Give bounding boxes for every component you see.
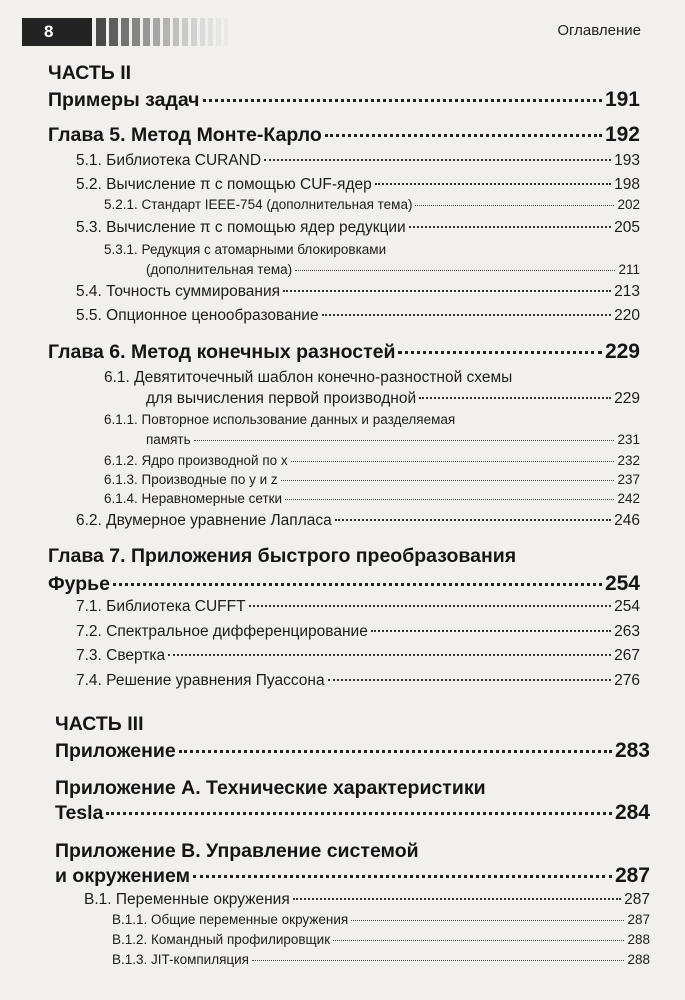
toc-entry-page: 288	[627, 952, 650, 967]
toc-entry-title: 5.1. Библиотека CURAND	[76, 152, 262, 169]
toc-entry-title: Глава 6. Метод конечных разностей	[48, 341, 396, 363]
toc-entry-page: 211	[618, 262, 640, 277]
toc-entry-page: 287	[627, 912, 650, 927]
toc-entry-title: 7.3. Свертка	[76, 647, 166, 664]
part-heading: ЧАСТЬ III	[55, 713, 144, 735]
leader-dots	[371, 630, 611, 632]
leader-dots	[168, 654, 611, 656]
toc-entry-page: 287	[614, 864, 650, 887]
toc-entry-title: память	[146, 432, 191, 447]
toc-entry-page: 237	[617, 472, 640, 487]
leader-dots	[281, 480, 615, 481]
toc-entry	[76, 623, 640, 641]
toc-entry-title: В.1.3. JIT-компиляция	[112, 952, 249, 967]
toc-entry	[76, 307, 640, 325]
toc-entry	[104, 453, 640, 468]
leader-dots	[322, 314, 612, 316]
page-number: 8	[22, 18, 92, 46]
toc-entry	[112, 952, 650, 967]
toc-entry-page: 213	[614, 283, 640, 300]
toc-entry	[104, 472, 640, 487]
toc-entry-page: 267	[614, 647, 640, 664]
toc-entry-title: 6.2. Двумерное уравнение Лапласа	[76, 512, 332, 529]
leader-dots	[193, 875, 612, 878]
toc-entry-title: 5.2.1. Стандарт IEEE-754 (дополнительная тема)	[104, 197, 413, 212]
toc-entry-page: 231	[617, 432, 640, 447]
leader-dots	[375, 183, 611, 185]
leader-dots	[179, 750, 612, 753]
toc-entry-title: 5.2. Вычисление π с помощью CUF-ядер	[76, 176, 372, 193]
leader-dots	[333, 940, 624, 941]
toc-entry-title: В.1.2. Командный профилировщик	[112, 932, 331, 947]
toc-entry	[55, 801, 650, 825]
toc-entry-title: 7.1. Библиотека CUFFT	[76, 598, 246, 615]
leader-dots	[291, 461, 615, 462]
toc-entry	[76, 512, 640, 530]
toc-entry-page: 283	[614, 739, 650, 762]
toc-entry	[76, 152, 640, 170]
toc-entry-page: 287	[624, 891, 650, 908]
leader-dots	[409, 226, 611, 228]
toc-entry	[76, 647, 640, 665]
toc-entry-title: Приложение	[55, 740, 176, 762]
toc-entry-title: 6.1.1. Повторное использование данных и разделяемая	[104, 412, 456, 427]
toc-entry-title: В.1. Переменные окружения	[84, 891, 290, 908]
toc-entry	[76, 283, 640, 301]
toc-entry-page: 263	[614, 623, 640, 640]
toc-entry	[55, 739, 650, 763]
toc-entry	[48, 123, 640, 147]
toc-entry-page: 192	[604, 123, 640, 146]
toc-entry-title: 6.1. Девятиточечный шаблон конечно-разностной схемы	[104, 369, 513, 386]
toc-entry-title: 5.3.1. Редукция с атомарными блокировками	[104, 242, 387, 257]
toc-entry-title: 6.1.2. Ядро производной по x	[104, 453, 288, 468]
toc-entry	[146, 262, 640, 277]
toc-entry-page: 288	[627, 932, 650, 947]
toc-entry	[48, 572, 640, 596]
leader-dots	[252, 960, 624, 961]
toc-entry	[146, 390, 640, 408]
leader-dots	[419, 397, 611, 399]
toc-entry	[146, 432, 640, 447]
leader-dots	[328, 679, 612, 681]
toc-entry-page: 220	[614, 307, 640, 324]
leader-dots	[295, 270, 615, 271]
toc-entry-page: 198	[614, 176, 640, 193]
toc-entry	[48, 88, 640, 112]
toc-entry-page: 254	[604, 572, 640, 595]
toc-entry-title: (дополнительная тема)	[146, 262, 293, 277]
toc-entry	[104, 197, 640, 212]
toc-entry	[76, 219, 640, 237]
toc-entry-title: для вычисления первой производной	[146, 390, 417, 407]
toc-entry-title: 7.4. Решение уравнения Пуассона	[76, 672, 325, 689]
part-heading: ЧАСТЬ II	[48, 62, 132, 84]
toc-entry	[104, 491, 640, 506]
toc-entry	[84, 891, 650, 909]
toc-entry-page: 232	[617, 453, 640, 468]
toc-entry-title: Примеры задач	[48, 89, 200, 111]
toc-entry	[55, 864, 650, 888]
toc-entry-title: 5.5. Опционное ценообразование	[76, 307, 319, 324]
toc-entry-title: Фурье	[48, 573, 110, 595]
toc-entry-page: 284	[614, 801, 650, 824]
leader-dots	[285, 499, 614, 500]
toc-entry-page: 254	[614, 598, 640, 615]
toc-entry-title: Приложение А. Технические характеристики	[55, 777, 486, 799]
toc-entry-title: Глава 7. Приложения быстрого преобразования	[48, 545, 517, 567]
leader-dots	[264, 159, 611, 161]
toc-entry-page: 276	[614, 672, 640, 689]
leader-dots	[293, 898, 621, 900]
leader-dots	[325, 134, 602, 137]
toc-entry-title: 7.2. Спектральное дифференцирование	[76, 623, 368, 640]
leader-dots	[283, 290, 611, 292]
running-title: Оглавление	[557, 22, 641, 39]
toc-entry-title: и окружением	[55, 865, 191, 887]
toc-entry-page: 242	[617, 491, 640, 506]
toc-entry-title: В.1.1. Общие переменные окружения	[112, 912, 349, 927]
toc-entry	[76, 598, 640, 616]
toc-entry	[112, 912, 650, 927]
toc-entry-page: 229	[614, 390, 640, 407]
toc-entry-title: 5.4. Точность суммирования	[76, 283, 281, 300]
toc-entry	[76, 672, 640, 690]
toc-entry-title: Tesla	[55, 802, 104, 824]
leader-dots	[106, 812, 612, 815]
leader-dots	[249, 605, 612, 607]
toc-entry	[112, 932, 650, 947]
leader-dots	[415, 205, 614, 206]
leader-dots	[398, 351, 601, 354]
toc-entry-title: Глава 5. Метод Монте-Карло	[48, 124, 322, 146]
leader-dots	[335, 519, 611, 521]
leader-dots	[113, 583, 602, 586]
toc-entry-page: 205	[614, 219, 640, 236]
toc-entry-page: 193	[614, 152, 640, 169]
leader-dots	[194, 440, 615, 441]
toc-entry-page: 229	[604, 340, 640, 363]
toc-entry-title: 6.1.4. Неравномерные сетки	[104, 491, 283, 506]
toc-entry-page: 246	[614, 512, 640, 529]
toc-entry	[76, 176, 640, 194]
toc-entry	[48, 340, 640, 364]
toc-entry-title: 6.1.3. Производные по y и z	[104, 472, 278, 487]
toc-entry-page: 191	[604, 88, 640, 111]
toc-entry-page: 202	[617, 197, 640, 212]
leader-dots	[203, 99, 602, 102]
toc-entry-title: 5.3. Вычисление π с помощью ядер редукции	[76, 219, 406, 236]
toc-entry-title: Приложение В. Управление системой	[55, 840, 419, 862]
leader-dots	[351, 920, 624, 921]
